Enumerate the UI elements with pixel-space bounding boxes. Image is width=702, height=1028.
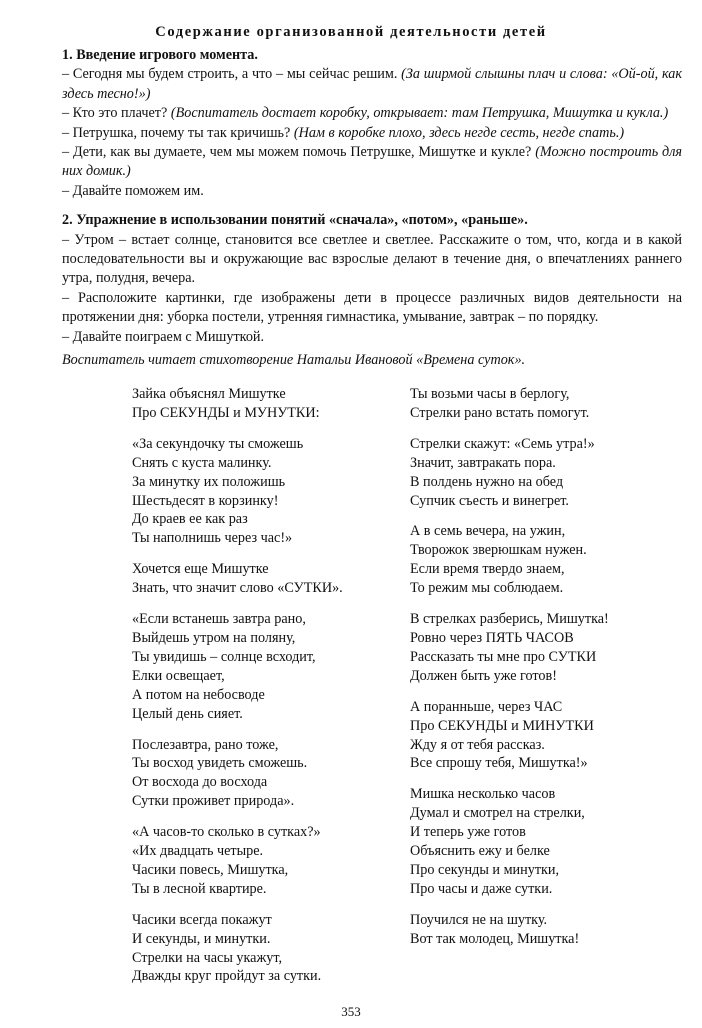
- poem-line: Выйдешь утром на поляну,: [132, 629, 296, 646]
- poem-line: Если время твердо знаем,: [410, 561, 565, 578]
- poem-line: «За секундочку ты сможешь: [132, 435, 304, 452]
- poem-line: Думал и смотрел на стрелки,: [410, 805, 585, 822]
- poem-line: Шестьдесят в корзинку!: [132, 492, 279, 509]
- section-2-heading: 2. Упражнение в использовании понятий «сначала», «потом», «раньше».: [62, 212, 528, 229]
- poem-stanza: [132, 911, 382, 987]
- poem-line: Про часы и даже сутки.: [410, 880, 553, 897]
- poem-intro: Воспитатель читает стихотворение Натальи Ивановой «Времена суток».: [62, 352, 526, 369]
- poem-line: И теперь уже готов: [410, 824, 526, 841]
- dialogue-text: – Кто это плачет?: [62, 105, 171, 122]
- dialogue-line: [62, 182, 682, 201]
- poem-line: Значит, завтракать пора.: [410, 454, 556, 471]
- instruction-paragraph: – Давайте поиграем с Мишуткой.: [62, 328, 265, 345]
- lesson-text: [62, 46, 682, 371]
- poem-stanza: [132, 560, 382, 598]
- poem-line: То режим мы соблюдаем.: [410, 580, 564, 597]
- poem-line: Дважды круг пройдут за сутки.: [132, 968, 322, 985]
- poem-line: Стрелки рано встать помогут.: [410, 404, 590, 421]
- poem-line: В полдень нужно на обед: [410, 473, 564, 490]
- poem-line: Ты наполнишь через час!»: [132, 530, 293, 547]
- poem-line: Должен быть уже готов!: [410, 667, 557, 684]
- poem-line: Вот так молодец, Мишутка!: [410, 930, 580, 947]
- dialogue-text: – Сегодня мы будем строить, а что – мы сейчас решим.: [62, 66, 402, 83]
- poem-stanza: [132, 610, 382, 723]
- instruction-paragraph: – Утром – встает солнце, становится все светлее и светлее. Расскажите о том, что, когда и в какой последовательности вы и окружающие вас взрослые делают в течение дня, о впечатлениях раннего утра, полудня, вечера.: [62, 231, 682, 287]
- poem-line: Объяснить ежу и белке: [410, 843, 550, 860]
- poem-line: Знать, что значит слово «СУТКИ».: [132, 580, 343, 597]
- poem-stanza: [132, 385, 382, 423]
- poem-line: За минутку их положишь: [132, 473, 286, 490]
- poem-stanza: [132, 736, 382, 812]
- dialogue-text: – Петрушка, почему ты так кричишь?: [62, 124, 294, 141]
- poem-line: Часики всегда покажут: [132, 911, 272, 928]
- dialogue-text: – Дети, как вы думаете, чем мы можем помочь Петрушке, Мишутке и кукле?: [62, 144, 536, 161]
- poem-line: Часики повесь, Мишутка,: [132, 861, 289, 878]
- poem-line: Жду я от тебя рассказ.: [410, 736, 545, 753]
- poem-line: Елки освещает,: [132, 667, 225, 684]
- poem-column-right: [410, 385, 670, 961]
- poem-line: Поучился не на шутку.: [410, 911, 548, 928]
- stage-note: (Воспитатель достает коробку, открывает: там Петрушка, Мишутка и кукла.): [170, 105, 669, 122]
- poem-line: Стрелки скажут: «Семь утра!»: [410, 435, 595, 452]
- poem-line: Все спрошу тебя, Мишутка!»: [410, 755, 588, 772]
- poem-line: Ровно через ПЯТЬ ЧАСОВ: [410, 629, 574, 646]
- poem-stanza: [132, 435, 382, 548]
- poem-line: До краев ее как раз: [132, 511, 248, 528]
- poem-stanza: [410, 610, 670, 686]
- poem-line: А потом на небосводе: [132, 686, 265, 703]
- stage-note: (Можно построить для них домик.): [62, 144, 682, 180]
- poem-line: От восхода до восхода: [132, 774, 268, 791]
- stage-note: (Нам в коробке плохо, здесь негде сесть, негде спать.): [293, 124, 625, 141]
- section-1-heading: 1. Введение игрового момента.: [62, 47, 258, 63]
- poem-stanza: [410, 911, 670, 949]
- poem-line: «А часов-то сколько в сутках?»: [132, 824, 321, 841]
- poem-line: Хочется еще Мишутке: [132, 561, 269, 578]
- poem-stanza: [132, 823, 382, 899]
- dialogue-line: [62, 104, 682, 123]
- dialogue-line: [62, 65, 682, 104]
- page-title: Содержание организованной деятельности детей: [155, 24, 547, 40]
- poem-line: Ты возьми часы в берлогу,: [410, 386, 570, 402]
- poem-line: Творожок зверюшкам нужен.: [410, 542, 587, 559]
- poem-line: «Их двадцать четыре.: [132, 843, 264, 860]
- poem-stanza: [410, 698, 670, 774]
- poem-line: И секунды, и минутки.: [132, 930, 271, 947]
- poem-line: Зайка объяснял Мишутке: [132, 386, 286, 402]
- poem-line: А поранньше, через ЧАС: [410, 698, 563, 715]
- poem-stanza: [410, 435, 670, 511]
- poem-line: Про СЕКУНДЫ и МУНУТКИ:: [132, 404, 320, 421]
- poem-line: Сутки проживет природа».: [132, 793, 295, 810]
- poem-line: Мишка несколько часов: [410, 786, 556, 803]
- poem-line: Рассказать ты мне про СУТКИ: [410, 648, 597, 665]
- poem-line: Ты увидишь – солнце всходит,: [132, 648, 316, 665]
- stage-note: (За ширмой слышны плач и слова: «Ой-ой, как здесь тесно!»): [62, 66, 682, 102]
- poem-stanza: [410, 785, 670, 898]
- instruction-paragraph: – Расположите картинки, где изображены дети в процессе различных видов деятельности на протяжении дня: уборка постели, утренняя гимнастика, умывание, завтрак – по порядку.: [62, 289, 682, 326]
- poem-line: Целый день сияет.: [132, 705, 243, 722]
- poem-line: Стрелки на часы укажут,: [132, 949, 283, 966]
- poem-line: Супчик съесть и винегрет.: [410, 492, 569, 509]
- poem-line: Про СЕКУНДЫ и МИНУТКИ: [410, 717, 594, 734]
- poem-column-left: [132, 385, 382, 998]
- poem-line: «Если встанешь завтра рано,: [132, 611, 306, 628]
- poem-line: Ты восход увидеть сможешь.: [132, 755, 308, 772]
- poem-stanza: [410, 522, 670, 598]
- poem-line: Ты в лесной квартире.: [132, 880, 267, 897]
- section-2-body: [62, 231, 682, 347]
- poem-line: Снять с куста малинку.: [132, 454, 272, 471]
- poem-line: В стрелках разберись, Мишутка!: [410, 611, 609, 628]
- section-1-body: [62, 65, 682, 201]
- poem-line: А в семь вечера, на ужин,: [410, 523, 566, 540]
- dialogue-line: [62, 124, 682, 143]
- poem-line: Послезавтра, рано тоже,: [132, 736, 279, 753]
- page-number: 353: [341, 1004, 361, 1019]
- dialogue-line: [62, 143, 682, 182]
- poem-stanza: [410, 385, 670, 423]
- poem-line: Про секунды и минутки,: [410, 861, 560, 878]
- dialogue-text: – Давайте поможем им.: [62, 182, 204, 199]
